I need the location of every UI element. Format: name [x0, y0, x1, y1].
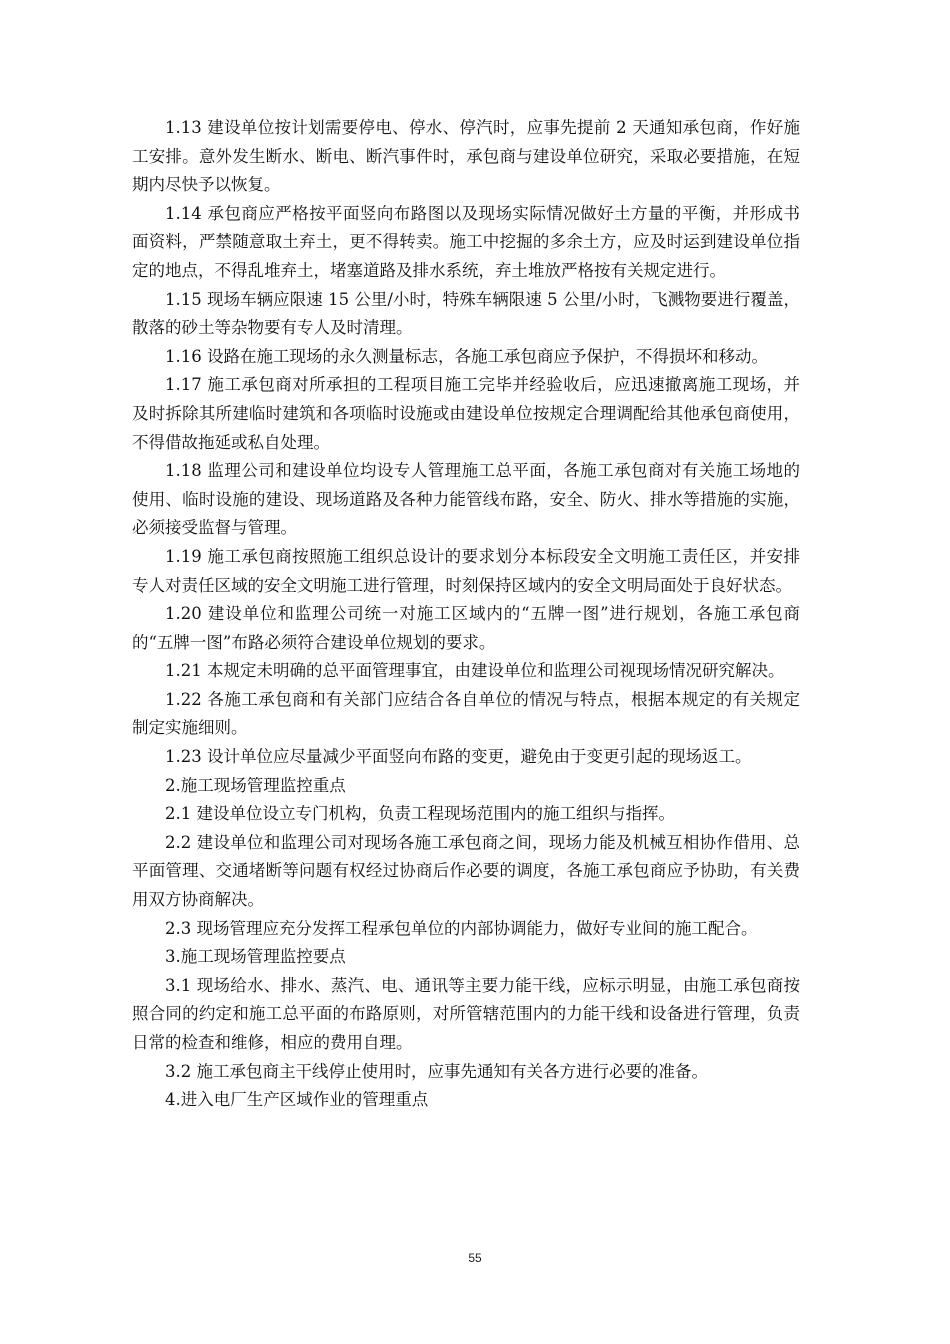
- paragraph-1-20: 1.20 建设单位和监理公司统一对施工区域内的“五牌一图”进行规划，各施工承包商的“五牌一图”布路必须符合建设单位规划的要求。: [132, 604, 800, 652]
- page-number: 55: [468, 1251, 482, 1265]
- paragraph-1-19: 1.19 施工承包商按照施工组织总设计的要求划分本标段安全文明施工责任区，并安排专人对责任区域的安全文明施工进行管理，时刻保持区域内的安全文明局面处于良好状态。: [132, 546, 800, 595]
- paragraph-1-14: 1.14 承包商应严格按平面竖向布路图以及现场实际情况做好土方量的平衡，并形成书面资料，严禁随意取土弃土，更不得转卖。施工中挖掘的多余土方，应及时运到建设单位指定的地点，不得乱堆弃土，堵塞道路及排水系统，弃土堆放严格按有关规定进行。: [132, 203, 800, 280]
- paragraph-1-16: 1.16 设路在施工现场的永久测量标志，各施工承包商应予保护，不得损坏和移动。: [165, 346, 768, 366]
- paragraph-1-17: 1.17 施工承包商对所承担的工程项目施工完毕并经验收后，应迅速撤离施工现场，并及时拆除其所建临时建筑和各项临时设施或由建设单位按规定合理调配给其他承包商使用，不得借故拖延或私自处理。: [132, 375, 800, 452]
- paragraph-1-21: 1.21 本规定未明确的总平面管理事宜，由建设单位和监理公司视现场情况研究解决。: [165, 661, 785, 681]
- paragraph-1-13: 1.13 建设单位按计划需要停电、停水、停汽时，应事先提前 2 天通知承包商，作好施工安排。意外发生断水、断电、断汽事件时，承包商与建设单位研究，采取必要措施，在短期内尽快予以恢复。: [132, 118, 800, 195]
- section-heading-2: 2.施工现场管理监控重点: [165, 775, 346, 795]
- paragraph-3-2: 3.2 施工承包商主干线停止使用时，应事先通知有关各方进行必要的准备。: [165, 1061, 708, 1081]
- body-text: [132, 114, 800, 1115]
- paragraph-2-3: 2.3 现场管理应充分发挥工程承包单位的内部协调能力，做好专业间的施工配合。: [165, 918, 758, 938]
- section-heading-4: 4.进入电厂生产区域作业的管理重点: [165, 1090, 429, 1110]
- section-heading-3: 3.施工现场管理监控要点: [165, 947, 346, 967]
- paragraph-1-18: 1.18 监理公司和建设单位均设专人管理施工总平面，各施工承包商对有关施工场地的使用、临时设施的建设、现场道路及各种力能管线布路，安全、防火、排水等措施的实施，必须接受监督与管理。: [132, 461, 800, 538]
- paragraph-2-1: 2.1 建设单位设立专门机构，负责工程现场范围内的施工组织与指挥。: [165, 804, 675, 824]
- paragraph-1-22: 1.22 各施工承包商和有关部门应结合各自单位的情况与特点，根据本规定的有关规定制定实施细则。: [132, 689, 800, 738]
- paragraph-2-2: 2.2 建设单位和监理公司对现场各施工承包商之间，现场力能及机械互相协作借用、总平面管理、交通堵断等问题有权经过协商后作必要的调度，各施工承包商应予协助，有关费用双方协商解决。: [132, 832, 800, 910]
- paragraph-1-15: 1.15 现场车辆应限速 15 公里/小时，特殊车辆限速 5 公里/小时，飞溅物要进行覆盖，散落的砂土等杂物要有专人及时清理。: [132, 289, 800, 338]
- paragraph-1-23: 1.23 设计单位应尽量减少平面竖向布路的变更，避免由于变更引起的现场返工。: [165, 747, 752, 767]
- paragraph-3-1: 3.1 现场给水、排水、蒸汽、电、通讯等主要力能干线，应标示明显，由施工承包商按照合同的约定和施工总平面的布路原则，对所管辖范围内的力能干线和设备进行管理，负责日常的检查和维修，相应的费用自理。: [132, 975, 800, 1052]
